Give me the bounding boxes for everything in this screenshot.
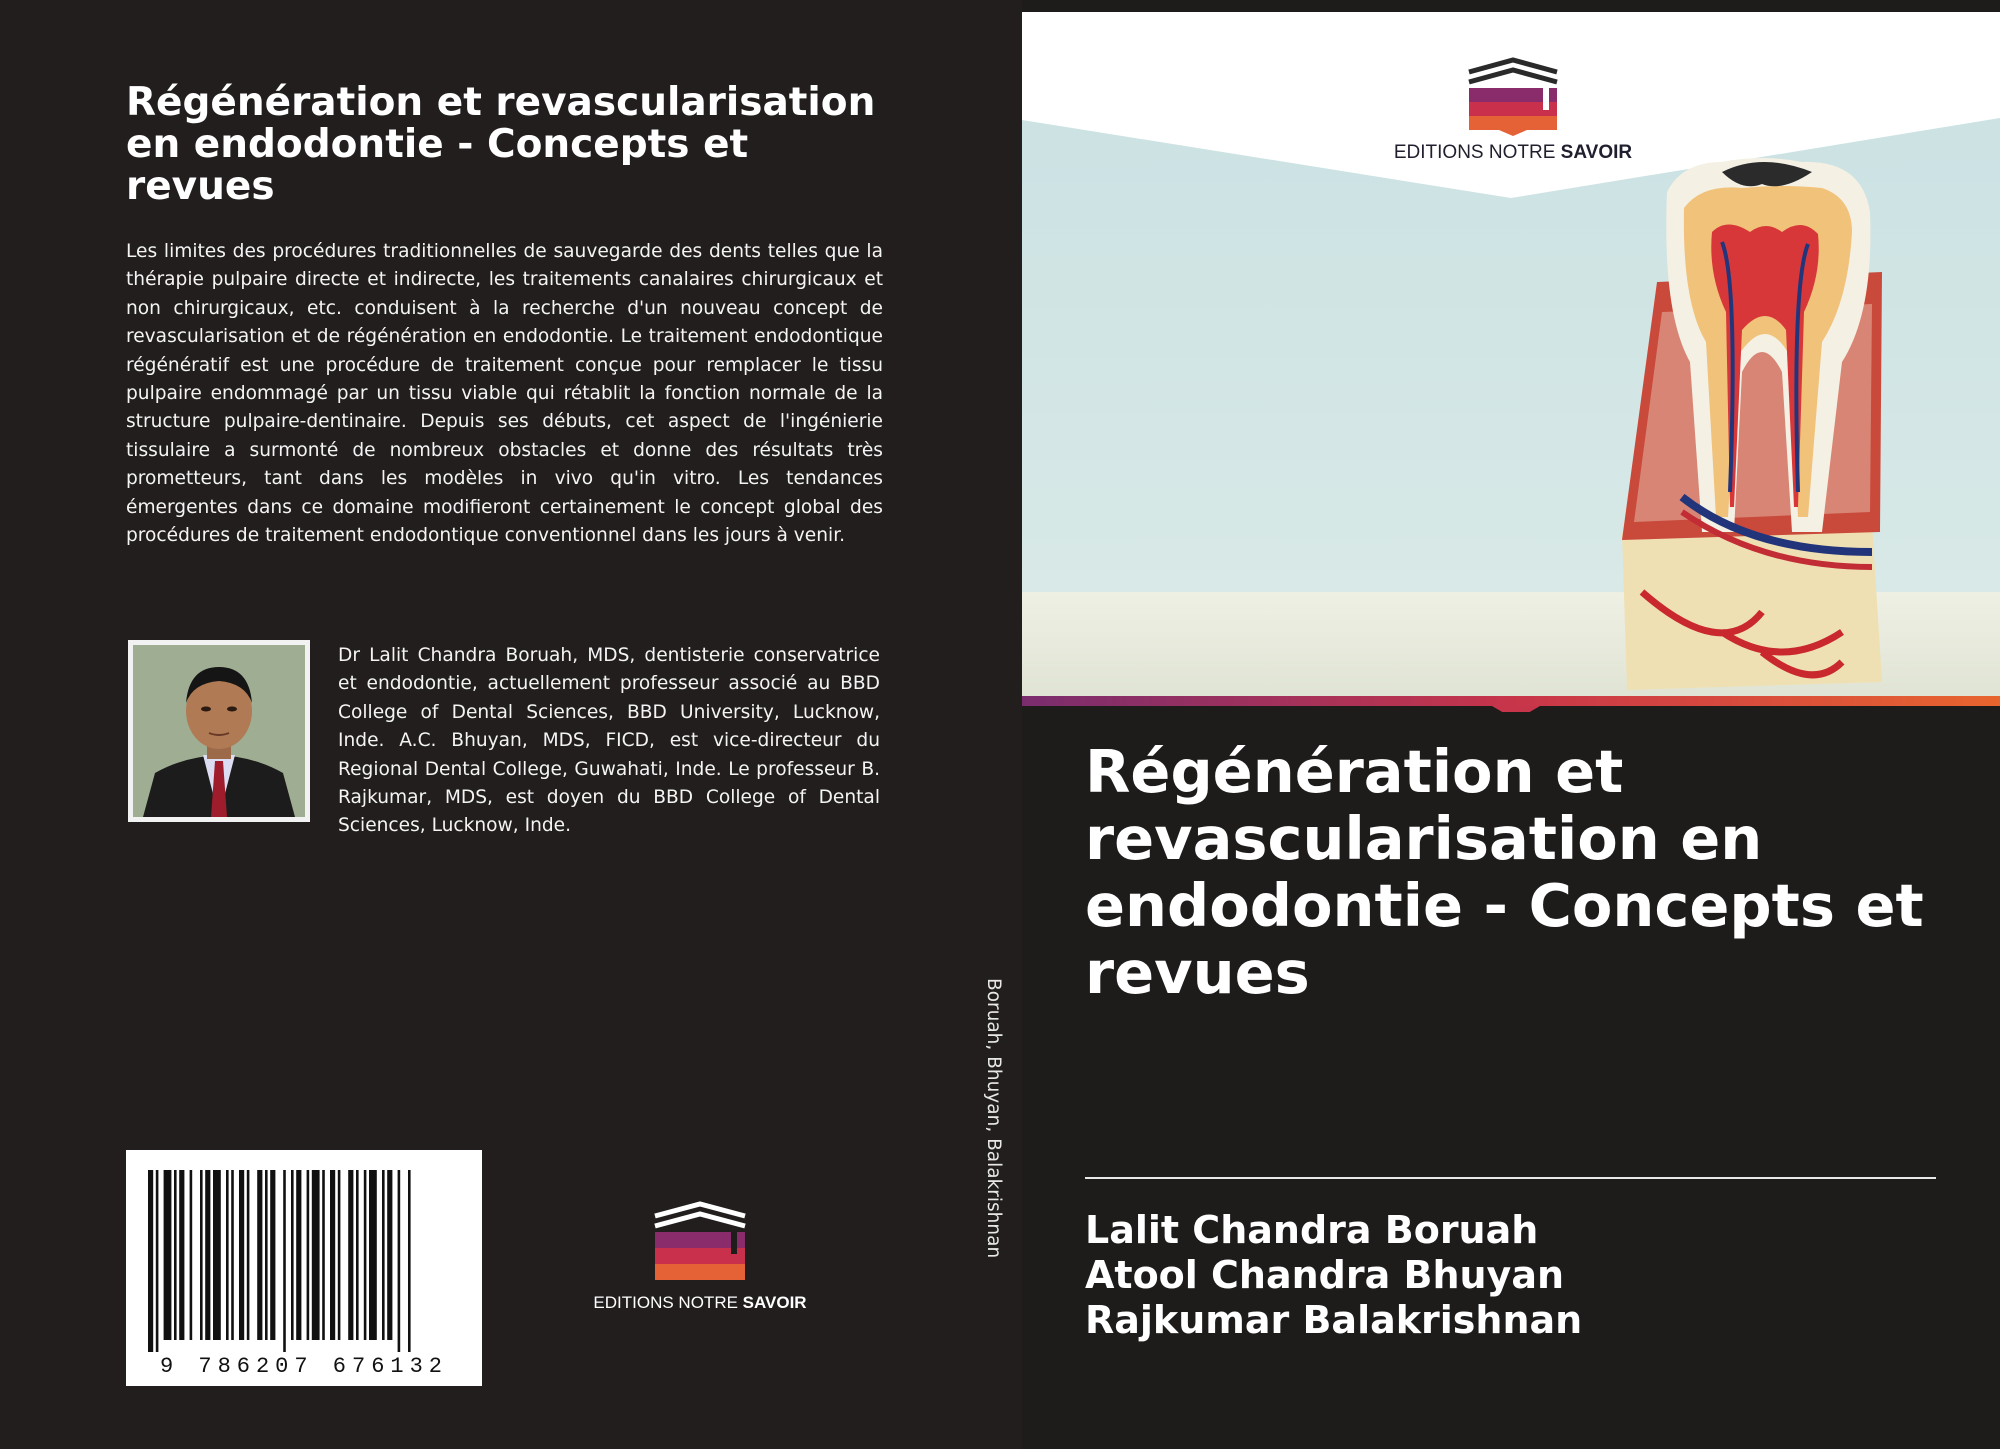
- barcode-bar: [200, 1170, 203, 1340]
- book-stack-logo-icon: [655, 1204, 745, 1280]
- front-publisher-name-bold: SAVOIR: [1560, 142, 1633, 163]
- barcode-bar: [239, 1170, 244, 1340]
- barcode-bar: [226, 1170, 229, 1340]
- barcode-bar: [179, 1170, 184, 1340]
- barcode-bar: [330, 1170, 335, 1340]
- barcode-bar: [322, 1170, 325, 1340]
- barcode-bar: [398, 1170, 401, 1352]
- spine-authors: Boruah, Bhuyan, Balakrishnan: [983, 978, 1004, 1259]
- back-publisher-name-light: EDITIONS NOTRE: [593, 1293, 743, 1312]
- front-cover-image: [1022, 12, 2000, 712]
- barcode-bar: [369, 1170, 377, 1340]
- barcode-bar: [408, 1170, 411, 1352]
- svg-text:EDITIONS NOTRE SAVOIR: [593, 1293, 806, 1312]
- front-publisher-name-light: EDITIONS NOTRE: [1393, 142, 1561, 163]
- barcode-bar: [312, 1170, 320, 1340]
- author-name-3: Rajkumar Balakrishnan: [1085, 1298, 1583, 1342]
- barcode-bar: [247, 1170, 250, 1340]
- back-cover-blurb: Les limites des procédures traditionnelles de sauvegarde des dents telles que la thérapie pulpaire directe et indirecte, les traitements canalaires chirurgicaux et non chirurgicaux, etc. conduisent à la recherche d'un nouveau concept de revascularisation et de régénération en endodontie. Le traitement endodontique régénératif est une procédure de traitement conçue pour remplacer le tissu pulpaire endommagé par un tissu viable qui rétablit la fonction normale de la structure pulpaire-dentinaire. Depuis ses débuts, cet aspect de l'ingénierie tissulaire a surmonté de nombreux obstacles et donne des résultats très prometteurs, tant dans les modèles in vivo qu'in vitro. Les tendances émergentes dans ce domaine modifieront certainement le concept global des procédures de traitement endodontique conventionnel dans les jours à venir.: [126, 241, 883, 547]
- author-photo: [128, 640, 310, 822]
- barcode-bar: [296, 1170, 301, 1340]
- barcode-bar: [270, 1170, 275, 1340]
- author-bio: Dr Lalit Chandra Boruah, MDS, dentisterie conservatrice et endodontie, actuellement professeur associé au BBD College of Dental Sciences, BBD University, Lucknow, Inde. A.C. Bhuyan, MDS, FICD, est vice-directeur du Regional Dental College, Guwahati, Inde. Le professeur B. Rajkumar, MDS, est doyen du BBD College of Dental Sciences, Lucknow, Inde.: [338, 645, 880, 837]
- barcode-bar: [257, 1170, 262, 1340]
- author-name-2: Atool Chandra Bhuyan: [1085, 1253, 1565, 1297]
- author-name-1: Lalit Chandra Boruah: [1085, 1208, 1539, 1252]
- barcode-bar: [164, 1170, 172, 1340]
- front-cover-authors: [1085, 1208, 1945, 1343]
- barcode-bar: [356, 1170, 359, 1340]
- back-publisher-name-bold: SAVOIR: [742, 1293, 807, 1312]
- barcode-bar: [364, 1170, 367, 1340]
- barcode-bar: [174, 1170, 177, 1340]
- barcode-bar: [231, 1170, 234, 1340]
- svg-text:EDITIONS NOTRE SAVOIR: [1394, 142, 1633, 163]
- barcode-bar: [338, 1170, 341, 1340]
- barcode-bar: [291, 1170, 294, 1340]
- barcode-bar: [283, 1170, 286, 1352]
- barcode-bar: [387, 1170, 392, 1340]
- isbn-digits: 9 786207 676132: [159, 1354, 449, 1379]
- front-cover-title: Régénération et revascularisation en endodontie - Concepts et revues: [1085, 737, 1924, 1007]
- front-cover-divider: [1085, 1177, 1936, 1179]
- barcode-bar: [148, 1170, 153, 1352]
- barcode-bar: [307, 1170, 310, 1340]
- barcode-bar: [205, 1170, 210, 1340]
- back-cover-title: Régénération et revascularisation en endodontie - Concepts et revues: [126, 80, 876, 209]
- barcode-bar: [190, 1170, 193, 1340]
- barcode-bar: [348, 1170, 353, 1340]
- back-publisher-logo: [585, 1196, 815, 1316]
- barcode-bar: [156, 1170, 159, 1352]
- isbn-barcode: [126, 1150, 482, 1386]
- barcode-bar: [213, 1170, 221, 1340]
- barcode-bar: [382, 1170, 385, 1340]
- barcode-bar: [265, 1170, 268, 1340]
